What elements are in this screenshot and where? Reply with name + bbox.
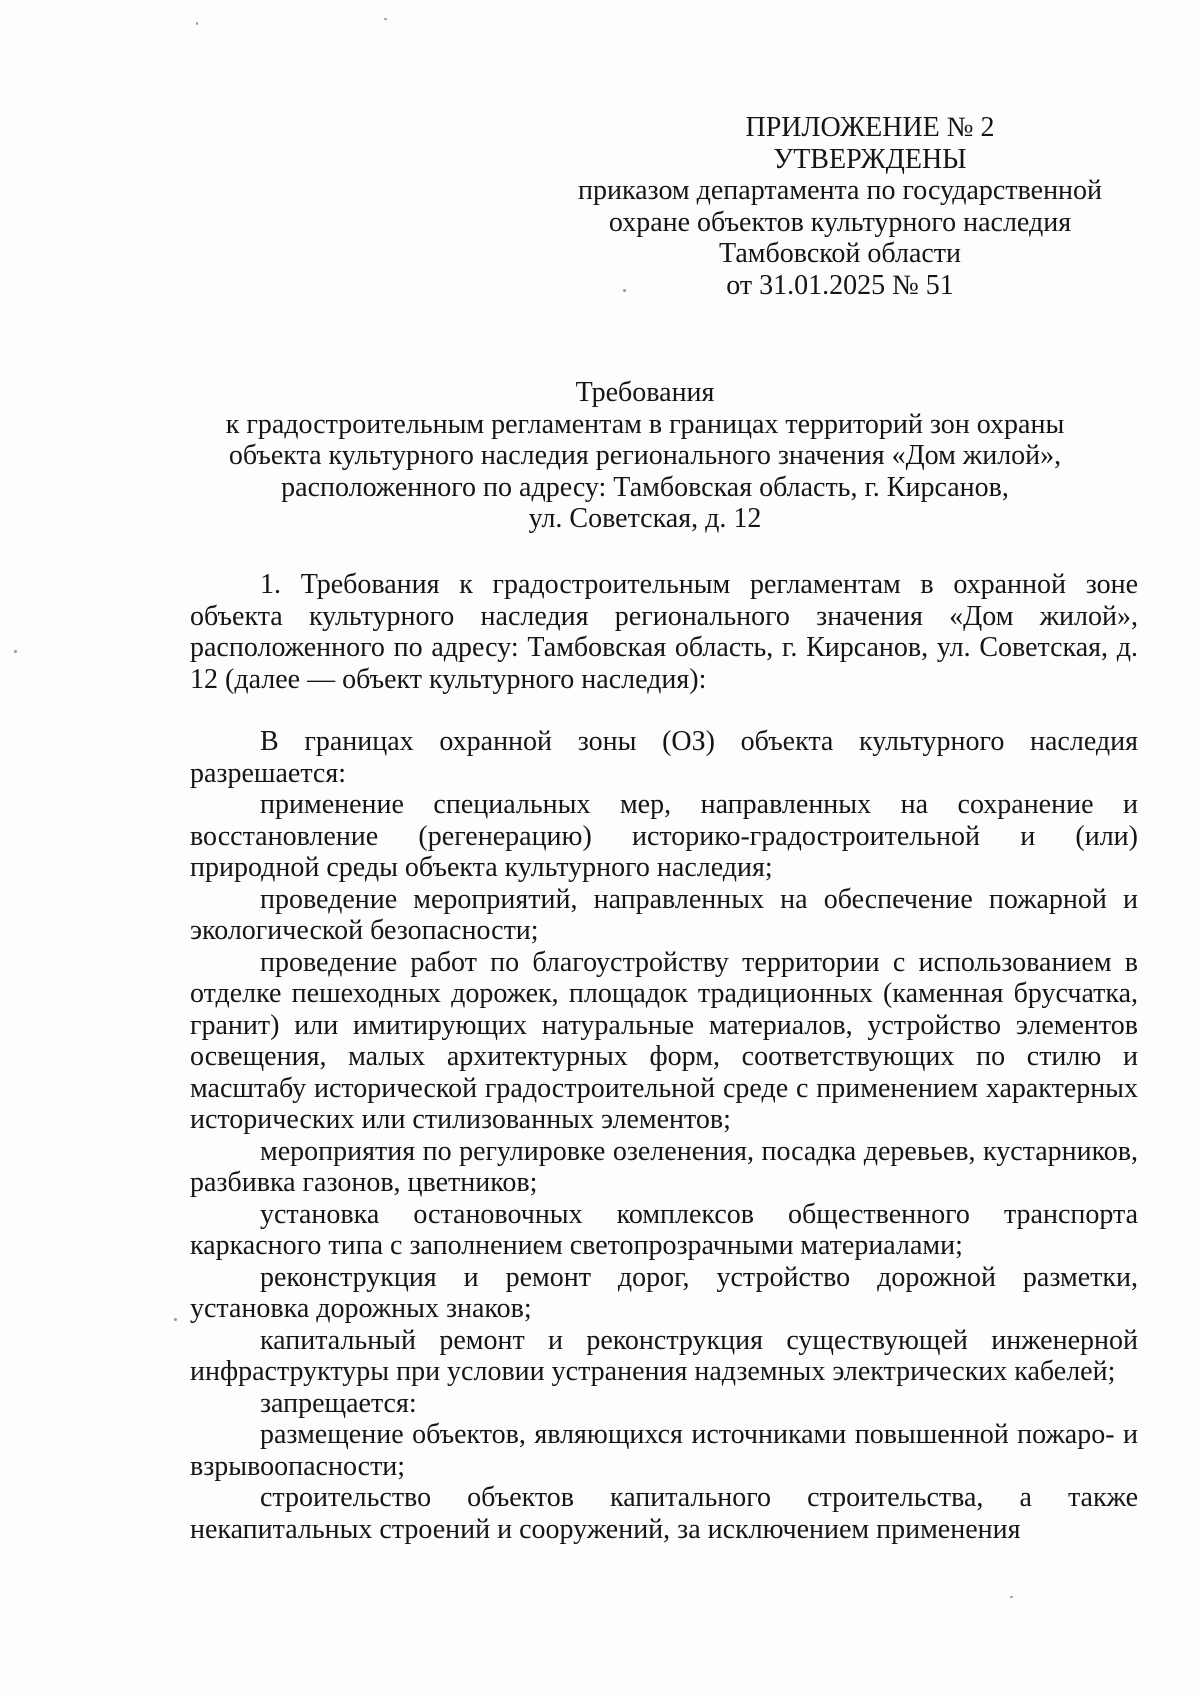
- body-paragraph: проведение работ по благоустройству территории с использованием в отделке пешеходных дорожек, площадок традиционных (каменная брусчатка, гранит) или имитирующих натуральные материалов, устройство элементов освещения, малых архитектурных форм, соответствующих по стилю и масштабу исторической градостроительной среде с применением характерных исторических или стилизованных элементов;: [190, 946, 1138, 1135]
- title-subline: к градостроительным регламентам в границах территорий зон охраны: [225, 408, 1065, 440]
- body-paragraph: проведение мероприятий, направленных на обеспечение пожарной и экологической безопасности;: [190, 883, 1138, 946]
- body-paragraph: мероприятия по регулировке озеленения, посадка деревьев, кустарников, разбивка газонов, цветников;: [190, 1135, 1138, 1198]
- title-heading: Требования: [575, 377, 715, 408]
- approval-date-number: от 31.01.2025 № 51: [726, 269, 954, 301]
- section-1-paragraph: 1. Требования к градостроительным регламентам в охранной зоне объекта культурного наследия регионального значения «Дом жилой», расположенного по адресу: Тамбовская область, г. Кирсанов, ул. Советская, д. 12 (далее — объект культурного наследия):: [190, 569, 1138, 695]
- approval-stamp-block: [560, 112, 1120, 301]
- title-subline: объекта культурного наследия регионального значения «Дом жилой»,: [228, 440, 1062, 471]
- body-paragraph: установка остановочных комплексов общественного транспорта каркасного типа с заполнением светопрозрачными материалами;: [190, 1198, 1138, 1261]
- document-title: [190, 377, 1100, 535]
- scan-speck: [14, 650, 17, 653]
- body-paragraph: запрещается:: [260, 1387, 417, 1419]
- scan-speck: [174, 1318, 177, 1321]
- appendix-number: ПРИЛОЖЕНИЕ № 2: [745, 112, 995, 143]
- approval-order-line: приказом департамента по государственной: [577, 175, 1103, 206]
- body-paragraph: В границах охранной зоны (ОЗ) объекта культурного наследия разрешается:: [190, 726, 1138, 789]
- body-paragraph: капитальный ремонт и реконструкция существующей инженерной инфраструктуры при условии устранения надземных электрических кабелей;: [190, 1324, 1138, 1387]
- approval-region-line: Тамбовской области: [718, 238, 962, 269]
- scan-speck: [196, 22, 198, 25]
- title-subline: ул. Советская, д. 12: [528, 503, 762, 534]
- approval-department-line: охране объектов культурного наследия: [608, 206, 1072, 238]
- body-paragraph: строительство объектов капитального строительства, а также некапитальных строений и сооружений, за исключением применения: [190, 1482, 1138, 1545]
- approved-label: УТВЕРЖДЕНЫ: [773, 143, 967, 175]
- title-subline: расположенного по адресу: Тамбовская область, г. Кирсанов,: [281, 471, 1009, 503]
- body-paragraph: применение специальных мер, направленных на сохранение и восстановление (регенерацию) историко-градостроительной и (или) природной среды объекта культурного наследия;: [190, 789, 1138, 883]
- document-body: [190, 569, 1138, 1545]
- body-paragraph: размещение объектов, являющихся источниками повышенной пожаро- и взрывоопасности;: [190, 1419, 1138, 1482]
- scan-speck: [384, 18, 387, 20]
- body-paragraph: реконструкция и ремонт дорог, устройство дорожной разметки, установка дорожных знаков;: [190, 1261, 1138, 1324]
- scan-speck: [1010, 1596, 1013, 1598]
